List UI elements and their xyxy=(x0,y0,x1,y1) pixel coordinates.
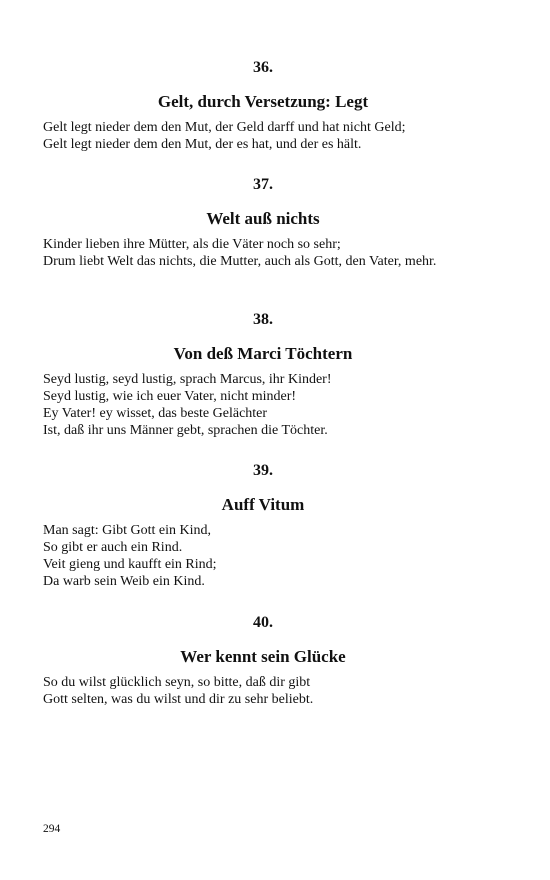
page-number: 294 xyxy=(43,823,61,835)
epigram-39 xyxy=(43,461,483,590)
verse-line: Seyd lustig, wie ich euer Vater, nicht minder! xyxy=(43,389,297,404)
epigram-36 xyxy=(43,58,483,153)
verse-line: Man sagt: Gibt Gott ein Kind, xyxy=(43,523,211,538)
epigram-40 xyxy=(43,613,483,708)
verse-line: So du wilst glücklich seyn, so bitte, daß dir gibt xyxy=(43,675,311,690)
epigram-number: 40. xyxy=(253,614,273,631)
epigram-text xyxy=(43,674,483,708)
epigram-38 xyxy=(43,310,483,439)
epigram-number: 36. xyxy=(253,59,273,76)
verse-line: Gelt legt nieder dem den Mut, der Geld darff und hat nicht Geld; xyxy=(43,120,406,135)
verse-line: So gibt er auch ein Rind. xyxy=(43,540,183,555)
epigram-37 xyxy=(43,175,483,270)
epigram-title: Welt auß nichts xyxy=(206,209,320,228)
epigram-text xyxy=(43,522,483,590)
verse-line: Ist, daß ihr uns Männer gebt, sprachen die Töchter. xyxy=(43,423,328,438)
epigram-number: 37. xyxy=(253,176,273,193)
verse-line: Gelt legt nieder dem den Mut, der es hat, und der es hält. xyxy=(43,137,362,152)
epigram-title: Von deß Marci Töchtern xyxy=(173,344,353,363)
verse-line: Gott selten, was du wilst und dir zu sehr beliebt. xyxy=(43,692,314,707)
epigram-title: Wer kennt sein Glücke xyxy=(180,647,346,666)
verse-line: Seyd lustig, seyd lustig, sprach Marcus, ihr Kinder! xyxy=(43,372,332,387)
epigram-title: Auff Vitum xyxy=(221,495,305,514)
verse-line: Ey Vater! ey wisset, das beste Gelächter xyxy=(43,406,268,421)
verse-line: Drum liebt Welt das nichts, die Mutter, auch als Gott, den Vater, mehr. xyxy=(43,254,437,269)
epigram-text xyxy=(43,119,483,153)
epigram-number: 39. xyxy=(253,462,273,479)
epigram-number: 38. xyxy=(253,311,273,328)
verse-line: Kinder lieben ihre Mütter, als die Väter noch so sehr; xyxy=(43,237,341,252)
verse-line: Veit gieng und kaufft ein Rind; xyxy=(43,557,217,572)
epigram-text xyxy=(43,371,483,439)
verse-line: Da warb sein Weib ein Kind. xyxy=(43,574,205,589)
epigram-title: Gelt, durch Versetzung: Legt xyxy=(157,92,369,111)
epigram-text xyxy=(43,236,483,270)
